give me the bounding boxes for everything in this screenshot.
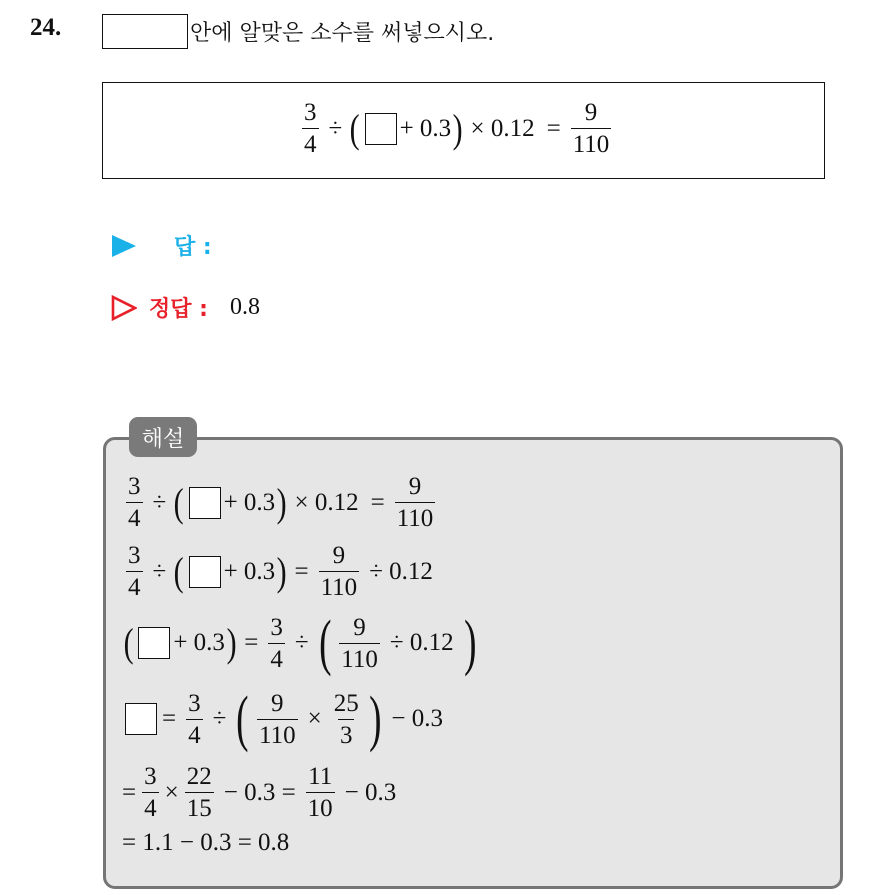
blank-box xyxy=(138,627,170,659)
fraction: $\frac{25}{3}$ xyxy=(333,689,359,749)
fraction: $\frac{3}{4}$ xyxy=(128,473,141,532)
fraction: $\frac{11}{10}$ xyxy=(307,763,333,822)
fraction: $\frac{3}{4}$ xyxy=(128,542,141,601)
blank-box xyxy=(189,487,221,519)
explanation-step-4: = $\frac{3}{4}$ ÷ ( $\frac{9}{110}$ × $\frac{25}{3}$ ) − 0.3 xyxy=(122,688,449,750)
question-text: 안에 알맞은 소수를 써넣으시오. xyxy=(190,21,495,46)
question-number: 24. xyxy=(30,14,62,41)
fraction: $\frac{22}{15}$ xyxy=(186,763,212,822)
open-paren: ( xyxy=(349,105,360,151)
fraction: $\frac{9}{110}$ xyxy=(572,99,610,158)
correct-value: 0.8 xyxy=(229,294,260,320)
fraction: $\frac{9}{110}$ xyxy=(259,689,296,749)
explanation-step-2: $\frac{3}{4}$ ÷ ( + 0.3 ) = $\frac{9}{110}$ ÷ 0.12 xyxy=(128,542,433,601)
explanation-step-3: ( + 0.3 ) = $\frac{3}{4}$ ÷ ( $\frac{9}{110}$ ÷ 0.12 ) xyxy=(123,609,477,677)
explanation-step-1: $\frac{3}{4}$ ÷ ( + 0.3 ) × 0.12 = $\frac{9}{110}$ xyxy=(128,473,434,532)
question-line xyxy=(102,14,494,49)
blank-box xyxy=(365,113,397,145)
fraction: $\frac{9}{110}$ xyxy=(341,613,378,673)
play-icon xyxy=(112,235,136,257)
answer-row xyxy=(112,230,212,261)
answer-label: 답 : xyxy=(174,235,212,260)
fraction: $\frac{9}{110}$ xyxy=(396,473,434,532)
play-outline-icon xyxy=(111,295,137,321)
term: × 0.12 xyxy=(470,114,535,142)
blank-box xyxy=(102,14,188,49)
explanation-step-5: = $\frac{3}{4}$ × $\frac{22}{15}$ − 0.3 = $\frac{11}{10}$ − 0.3 xyxy=(122,763,397,822)
blank-box xyxy=(189,556,221,588)
fraction: $\frac{3}{4}$ xyxy=(270,613,283,673)
term: + 0.3 xyxy=(399,114,452,142)
fraction: $\frac{3}{4}$ xyxy=(188,689,201,749)
equals: = xyxy=(546,114,561,142)
fraction: $\frac{9}{110}$ xyxy=(320,542,358,601)
close-paren: ) xyxy=(452,105,463,151)
problem-equation xyxy=(298,100,615,157)
explanation-step-6: = 1.1 − 0.3 = 0.8 xyxy=(122,829,290,856)
operator: ÷ xyxy=(328,114,343,142)
explanation-tag: 해설 xyxy=(129,417,197,457)
blank-box xyxy=(125,703,157,735)
correct-label: 정답 : xyxy=(149,297,208,322)
fraction: $\frac{3}{4}$ xyxy=(144,763,157,822)
correct-answer-row xyxy=(111,292,260,323)
fraction: $\frac{3}{4}$ xyxy=(304,99,317,158)
